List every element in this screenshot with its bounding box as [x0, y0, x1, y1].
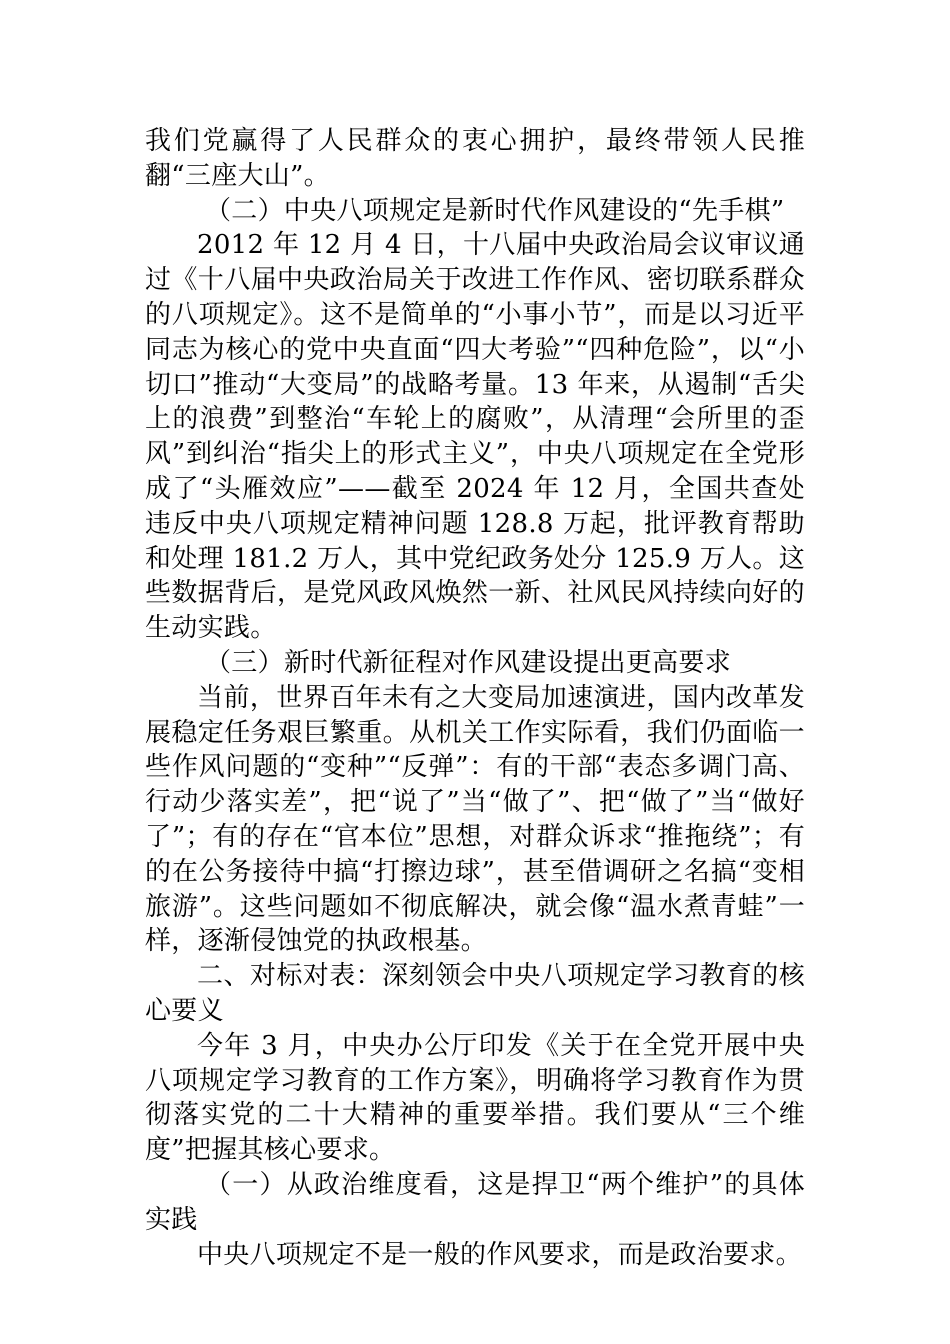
paragraph-work-plan: 今年 3 月，中央办公厅印发《关于在全党开展中央八项规定学习教育的工作方案》，明确将学习教育作为贯彻落实党的二十大精神的重要举措。我们要从“三个维度”把握其核心要求。 [145, 1030, 805, 1166]
paragraph-current-problems: 当前，世界百年未有之大变局加速演进，国内改革发展稳定任务艰巨繁重。从机关工作实际看，我们仍面临一些作风问题的“变种”“反弹”：有的干部“表态多调门高、行动少落实差”，把“说了”当“做了”、把“做了”当“做好了”；有的存在“官本位”思想，对群众诉求“推拖绕”；有的在公务接待中搞“打擦边球”，甚至借调研之名搞“变相旅游”。这些问题如不彻底解决，就会像“温水煮青蛙”一样，逐渐侵蚀党的执政根基。 [145, 682, 805, 957]
document-body [145, 124, 805, 1272]
paragraph-political-requirement: 中央八项规定不是一般的作风要求，而是政治要求。 [197, 1239, 802, 1270]
paragraph-eight-rules-history: 2012 年 12 月 4 日，十八届中央政治局会议审议通过《十八届中央政治局关于改进工作作风、密切联系群众的八项规定》。这不是简单的“小事小节”，而是以习近平同志为核心的党中央直面“四大考验”“四种危险”，以“小切口”推动“大变局”的战略考量。13 年来，从遏制“舌尖上的浪费”到整治“车轮上的腐败”，从清理“会所里的歪风”到纠治“指尖上的形式主义”，中央八项规定在全党形成了“头雁效应”——截至 2024 年 12 月，全国共查处违反中央八项规定精神问题 128.8 万起，批评教育帮助和处理 181.2 万人，其中党纪政务处分 125.9 万人。这些数据背后，是党风政风焕然一新、社风民风持续向好的生动实践。 [145, 230, 805, 644]
subheading-new-era-requirements: （三）新时代新征程对作风建设提出更高要求 [205, 647, 732, 678]
subheading-political-dimension: （一）从政治维度看，这是捍卫“两个维护”的具体实践 [145, 1169, 805, 1235]
paragraph-continuation: 我们党赢得了人民群众的衷心拥护，最终带领人民推翻“三座大山”。 [145, 126, 805, 191]
section-heading-core-meaning: 二、对标对表：深刻领会中央八项规定学习教育的核心要义 [145, 961, 805, 1026]
subheading-eight-rules-first-move: （二）中央八项规定是新时代作风建设的“先手棋” [205, 195, 785, 226]
